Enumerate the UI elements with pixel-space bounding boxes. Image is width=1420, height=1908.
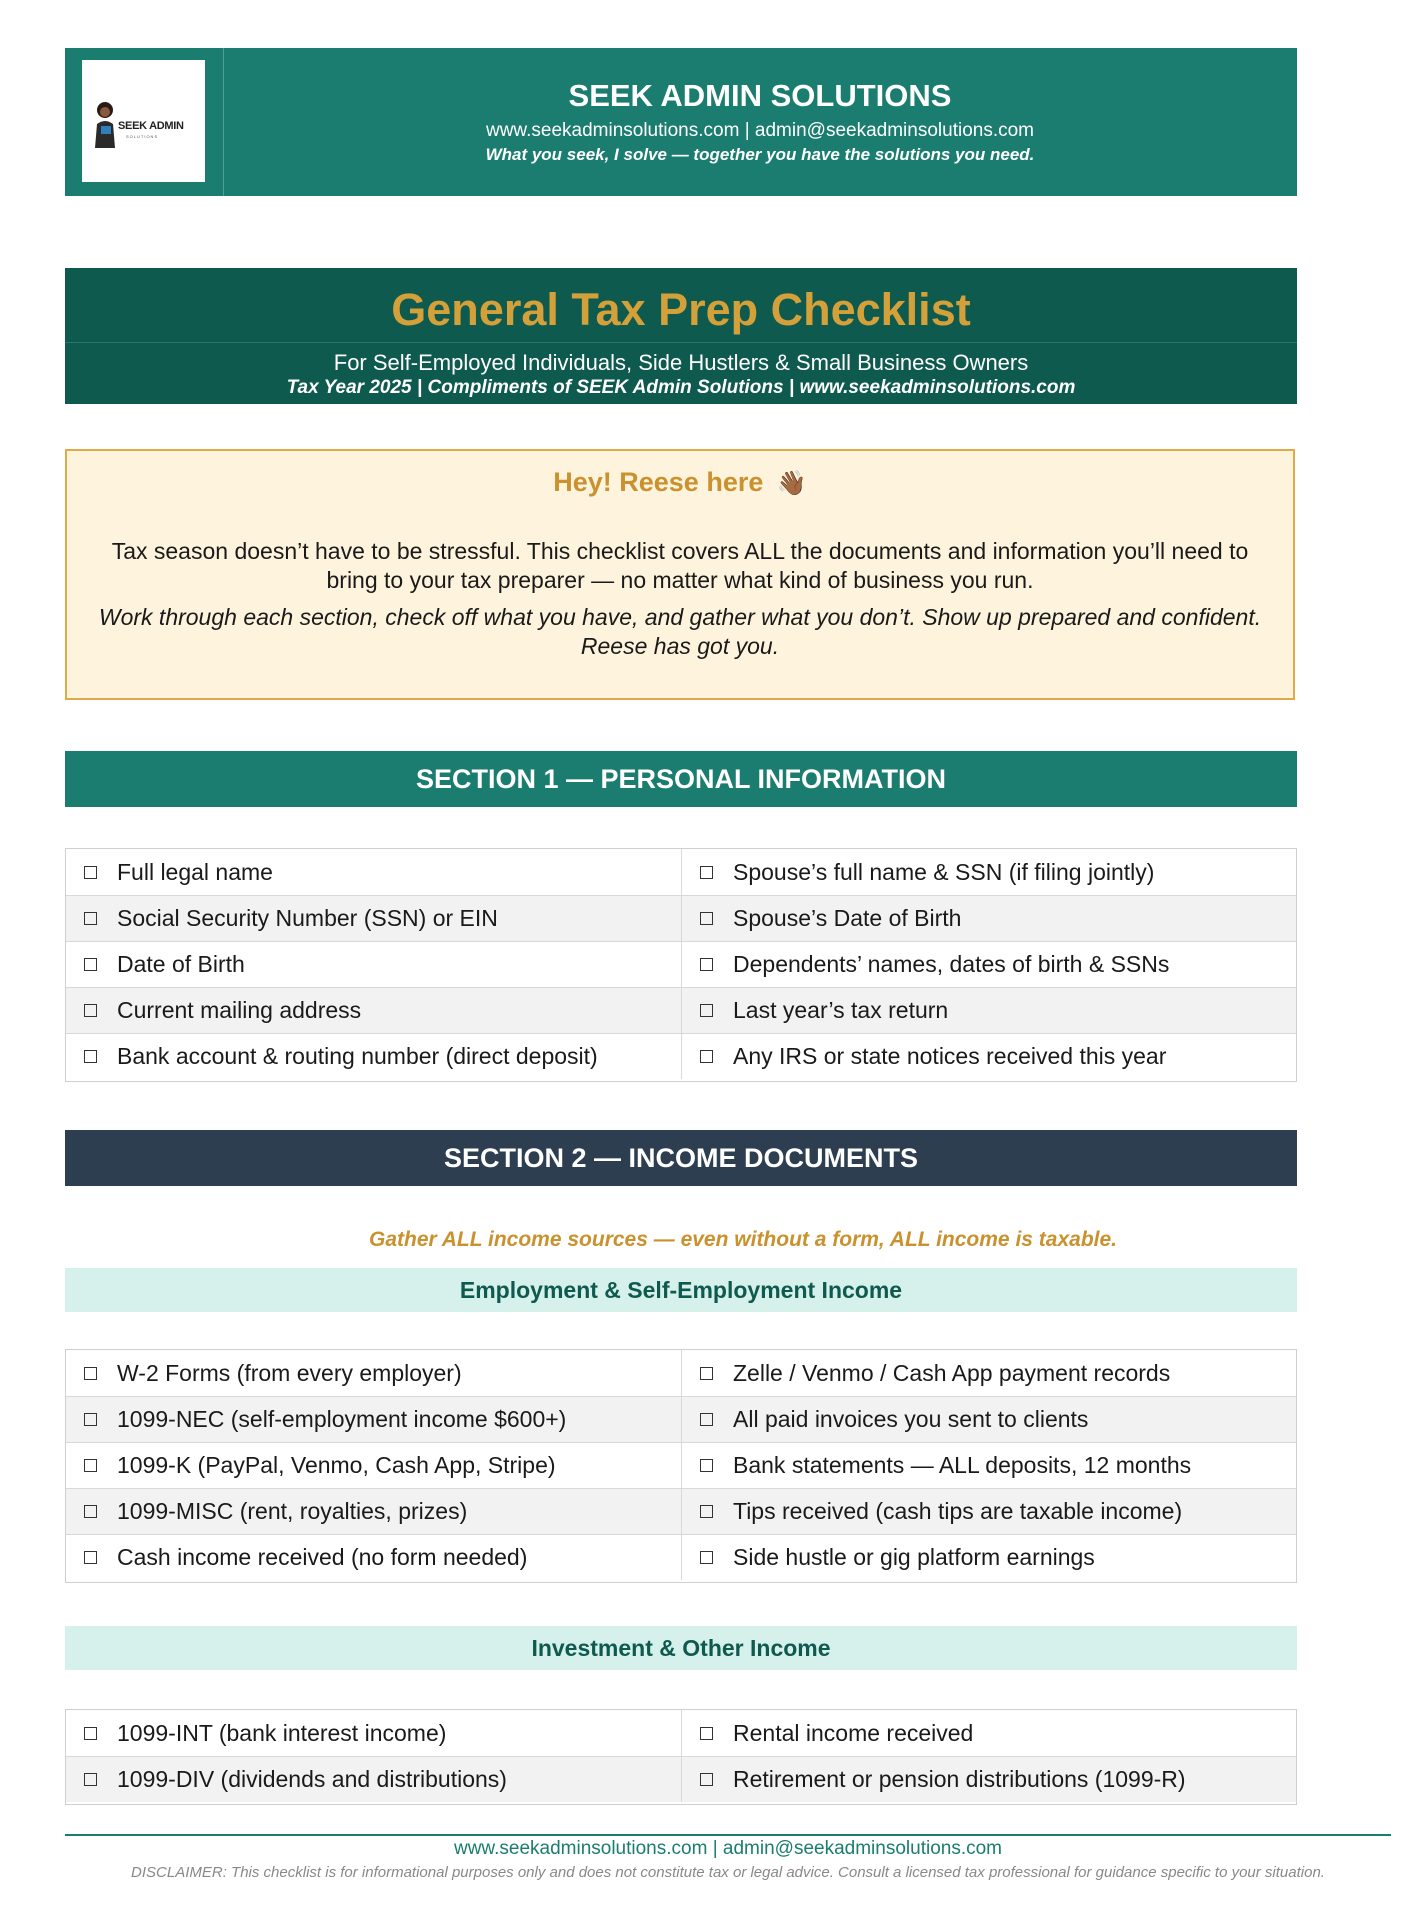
- checklist-item[interactable]: [66, 1350, 681, 1396]
- checklist-item-label: 1099-K (PayPal, Venmo, Cash App, Stripe): [117, 1452, 556, 1478]
- page-subtitle: For Self-Employed Individuals, Side Hustlers & Small Business Owners: [333, 350, 1029, 375]
- intro-heading-text: Hey! Reese here: [553, 467, 764, 497]
- header-banner: [65, 48, 1297, 196]
- footer-divider: [65, 1834, 1391, 1836]
- employment-income-checklist: [65, 1349, 1297, 1583]
- checklist-item-label: Last year’s tax return: [733, 997, 949, 1023]
- checkbox-icon[interactable]: [700, 1727, 713, 1740]
- logo: [82, 60, 205, 182]
- checklist-item-label: Current mailing address: [117, 997, 362, 1023]
- checklist-item[interactable]: [681, 1397, 1296, 1442]
- checkbox-icon[interactable]: [84, 1459, 97, 1472]
- checklist-item[interactable]: [681, 1443, 1296, 1488]
- checklist-item[interactable]: [66, 988, 681, 1033]
- intro-box: [65, 449, 1295, 700]
- checklist-item[interactable]: [681, 1535, 1296, 1580]
- footer-contact[interactable]: www.seekadminsolutions.com | admin@seekadminsolutions.com: [453, 1838, 1002, 1859]
- checklist-item[interactable]: [681, 1710, 1296, 1756]
- checklist-item-label: Rental income received: [733, 1719, 974, 1746]
- checklist-item[interactable]: [66, 1034, 681, 1079]
- checklist-item[interactable]: [681, 1757, 1296, 1802]
- checklist-item-label: Tips received (cash tips are taxable income): [733, 1498, 1183, 1524]
- checklist-item[interactable]: [66, 849, 681, 895]
- checklist-item-label: 1099-NEC (self-employment income $600+): [117, 1406, 567, 1432]
- waving-hand-icon: 👋🏾: [776, 470, 807, 497]
- checklist-item[interactable]: [66, 1710, 681, 1756]
- table-row: [66, 1033, 1296, 1079]
- checklist-item[interactable]: [681, 1489, 1296, 1534]
- table-row: [66, 1534, 1296, 1580]
- checklist-item-label: Social Security Number (SSN) or EIN: [117, 905, 498, 931]
- logo-cell: [65, 48, 224, 196]
- table-row: [66, 1442, 1296, 1488]
- checkbox-icon[interactable]: [84, 912, 97, 925]
- investment-income-subheader: Investment & Other Income: [65, 1626, 1297, 1670]
- disclaimer: DISCLAIMER: This checklist is for informational purposes only and does not constitute tax or legal advice. Consult a licensed tax professional for guidance specific to your situation.: [131, 1864, 1325, 1881]
- checklist-item[interactable]: [66, 1757, 681, 1802]
- checkbox-icon[interactable]: [84, 1050, 97, 1063]
- checklist-item[interactable]: [66, 896, 681, 941]
- checklist-item-label: Spouse’s full name & SSN (if filing jointly): [733, 858, 1155, 885]
- checkbox-icon[interactable]: [84, 1505, 97, 1518]
- checkbox-icon[interactable]: [700, 1050, 713, 1063]
- checklist-item[interactable]: [681, 1350, 1296, 1396]
- table-row: [66, 1396, 1296, 1442]
- checklist-item[interactable]: [66, 1489, 681, 1534]
- checklist-item-label: 1099-DIV (dividends and distributions): [117, 1766, 507, 1792]
- checklist-item-label: Spouse’s Date of Birth: [733, 905, 962, 931]
- checklist-item[interactable]: [681, 849, 1296, 895]
- checkbox-icon[interactable]: [84, 1413, 97, 1426]
- checklist-item[interactable]: [66, 1535, 681, 1580]
- checklist-item[interactable]: [681, 1034, 1296, 1079]
- investment-income-checklist: [65, 1709, 1297, 1805]
- checklist-item-label: Retirement or pension distributions (1099-R): [733, 1766, 1186, 1792]
- checklist-item-label: W-2 Forms (from every employer): [117, 1359, 462, 1386]
- checkbox-icon[interactable]: [700, 912, 713, 925]
- checkbox-icon[interactable]: [700, 1459, 713, 1472]
- intro-paragraph-2: Work through each section, check off what you have, and gather what you don’t. Show up prepared and confident. Reese has got you.: [98, 604, 1262, 659]
- table-row: [66, 1756, 1296, 1802]
- income-note: Gather ALL income sources — even without a form, ALL income is taxable.: [368, 1228, 1117, 1251]
- brand-title: SEEK ADMIN SOLUTIONS: [568, 78, 952, 113]
- checklist-item-label: 1099-MISC (rent, royalties, prizes): [117, 1498, 468, 1524]
- employment-income-subheader: Employment & Self-Employment Income: [65, 1268, 1297, 1312]
- brand-contact[interactable]: www.seekadminsolutions.com | admin@seekadminsolutions.com: [485, 120, 1034, 141]
- checklist-item-label: Zelle / Venmo / Cash App payment records: [733, 1359, 1171, 1386]
- person-icon: [92, 100, 118, 150]
- checkbox-icon[interactable]: [84, 866, 97, 879]
- checkbox-icon[interactable]: [700, 1551, 713, 1564]
- table-row: [66, 1710, 1296, 1756]
- checkbox-icon[interactable]: [700, 1505, 713, 1518]
- page-subinfo: Tax Year 2025 | Compliments of SEEK Admin Solutions | www.seekadminsolutions.com: [286, 377, 1076, 398]
- personal-info-checklist: [65, 848, 1297, 1082]
- intro-paragraph-1: Tax season doesn’t have to be stressful. This checklist covers ALL the documents and information you’ll need to bring to your tax preparer — no matter what kind of business you run.: [111, 538, 1249, 593]
- checklist-item-label: Bank account & routing number (direct deposit): [117, 1043, 598, 1069]
- checkbox-icon[interactable]: [700, 1413, 713, 1426]
- page-title: General Tax Prep Checklist: [391, 284, 971, 335]
- table-row: [66, 895, 1296, 941]
- logo-text: SEEK ADMIN: [118, 120, 184, 132]
- checklist-item[interactable]: [681, 942, 1296, 987]
- checkbox-icon[interactable]: [84, 958, 97, 971]
- checkbox-icon[interactable]: [84, 1551, 97, 1564]
- checklist-item[interactable]: [66, 1443, 681, 1488]
- checkbox-icon[interactable]: [700, 866, 713, 879]
- checkbox-icon[interactable]: [700, 958, 713, 971]
- checkbox-icon[interactable]: [84, 1367, 97, 1380]
- checkbox-icon[interactable]: [700, 1367, 713, 1380]
- checklist-item[interactable]: [66, 1397, 681, 1442]
- checklist-item-label: Side hustle or gig platform earnings: [733, 1544, 1095, 1570]
- checkbox-icon[interactable]: [700, 1004, 713, 1017]
- table-row: [66, 1488, 1296, 1534]
- checkbox-icon[interactable]: [700, 1773, 713, 1786]
- checklist-item-label: Any IRS or state notices received this year: [733, 1043, 1167, 1069]
- checklist-item[interactable]: [681, 896, 1296, 941]
- checklist-item-label: 1099-INT (bank interest income): [117, 1719, 447, 1746]
- checklist-item-label: Date of Birth: [117, 951, 245, 977]
- title-block: [65, 268, 1297, 404]
- checkbox-icon[interactable]: [84, 1727, 97, 1740]
- checklist-item[interactable]: [681, 988, 1296, 1033]
- table-row: [66, 941, 1296, 987]
- checklist-item-label: Dependents’ names, dates of birth & SSNs: [733, 951, 1170, 977]
- checklist-item-label: Bank statements — ALL deposits, 12 months: [733, 1452, 1192, 1478]
- table-row: [66, 987, 1296, 1033]
- section-1-header: SECTION 1 — PERSONAL INFORMATION: [65, 751, 1297, 807]
- table-row: [66, 849, 1296, 895]
- logo-subtext: SOLUTIONS: [126, 134, 159, 139]
- checkbox-icon[interactable]: [84, 1004, 97, 1017]
- intro-heading: [67, 467, 1293, 498]
- checklist-item-label: All paid invoices you sent to clients: [733, 1406, 1089, 1432]
- checklist-item-label: Cash income received (no form needed): [117, 1544, 528, 1570]
- table-row: [66, 1350, 1296, 1396]
- checkbox-icon[interactable]: [84, 1773, 97, 1786]
- checklist-item[interactable]: [66, 942, 681, 987]
- brand-tagline: What you seek, I solve — together you have the solutions you need.: [485, 145, 1035, 164]
- section-2-header: SECTION 2 — INCOME DOCUMENTS: [65, 1130, 1297, 1186]
- checklist-item-label: Full legal name: [117, 858, 273, 885]
